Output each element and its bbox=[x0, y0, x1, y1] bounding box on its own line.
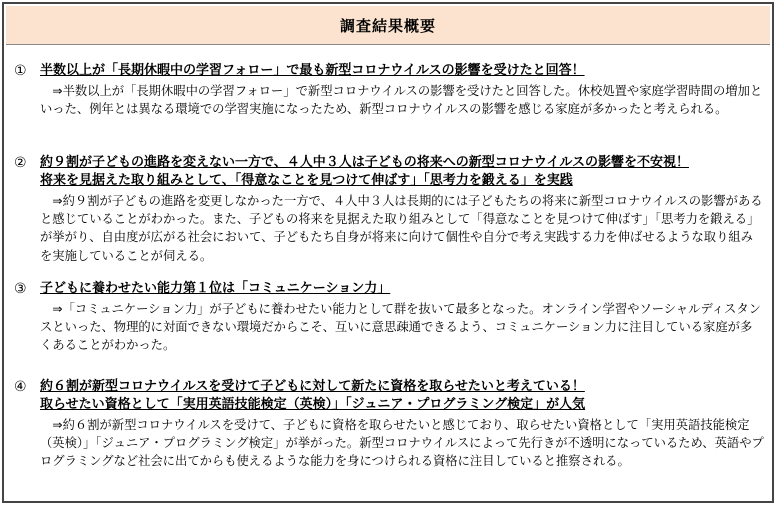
finding-2 bbox=[14, 154, 764, 265]
summary-frame bbox=[2, 2, 774, 503]
finding-body: ⇒約９割が子どもの進路を変更しなかった一方で、４人中３人は長期的には子どもたちの将来に新型コロナウイルスの影響があると感じていることがわかった。また、子どもの将来を見据えた取り組みとして「得意なことを見つけて伸ばす」「思考力を鍛える」が挙がり、自由度が広がる社会において、子どもたち自身が将来に向けて個性や自分で考え実践する力を伸ばせるような取り組みを実施していることが伺える。 bbox=[40, 194, 763, 263]
finding-number: ④ bbox=[14, 379, 27, 395]
finding-number: ② bbox=[14, 155, 27, 171]
title-bar bbox=[6, 6, 770, 45]
finding-body: ⇒約６割が新型コロナウイルスを受けて、子どもに資格を取らせたいと感じており、取らせたい資格として「実用英語技能検定（英検）」「ジュニア・プログラミング検定」が挙がった。新型コロナウイルスによって先行きが不透明になっているため、英語やプログラミングなど社会に出てからも使えるような能力を身につけられる資格に注目していると推察される。 bbox=[40, 418, 764, 469]
finding-3 bbox=[14, 280, 764, 355]
finding-title: 子どもに養わせたい能力第１位は「コミュニケーション力」 bbox=[40, 281, 391, 296]
finding-body: ⇒半数以上が「長期休暇中の学習フォロー」で新型コロナウイルスの影響を受けたと回答した。休校処置や家庭学習時間の増加といった、例年とは異なる環境での学習実施になったため、新型コロナウイルスの影響を感じる家庭が多かったと考えられる。 bbox=[40, 84, 763, 117]
finding-subtitle: 取らせたい資格として「実用英語技能検定（英検）」「ジュニア・プログラミング検定」が人気 bbox=[40, 397, 586, 412]
finding-heading bbox=[14, 154, 764, 172]
finding-number: ① bbox=[14, 63, 27, 79]
finding-heading bbox=[14, 378, 764, 396]
finding-title: 半数以上が「長期休暇中の学習フォロー」で最も新型コロナウイルスの影響を受けたと回答！ bbox=[40, 63, 585, 78]
finding-4 bbox=[14, 378, 764, 471]
finding-title: 約６割が新型コロナウイルスを受けて子どもに対して新たに資格を取らせたいと考えている！ bbox=[40, 379, 585, 394]
finding-body: ⇒「コミュニケーション力」が子どもに養わせたい能力として群を抜いて最多となった。オンライン学習やソーシャルディスタンスといった、物理的に対面できない環境だからこそ、互いに意思疎通できるよう、コミュニケーション力に注目している家庭が多くあることがわかった。 bbox=[40, 302, 761, 353]
finding-number: ③ bbox=[14, 281, 27, 297]
page-title: 調査結果概要 bbox=[339, 16, 436, 35]
finding-heading bbox=[14, 62, 764, 80]
finding-title: 約９割が子どもの進路を変えない一方で、４人中３人は子どもの将来への新型コロナウイルスの影響を不安視！ bbox=[40, 155, 689, 170]
finding-subtitle: 将来を見据えた取り組みとして、「得意なことを見つけて伸ばす」「思考力を鍛える」を実践 bbox=[40, 173, 573, 188]
finding-1 bbox=[14, 62, 764, 118]
finding-heading bbox=[14, 280, 764, 298]
